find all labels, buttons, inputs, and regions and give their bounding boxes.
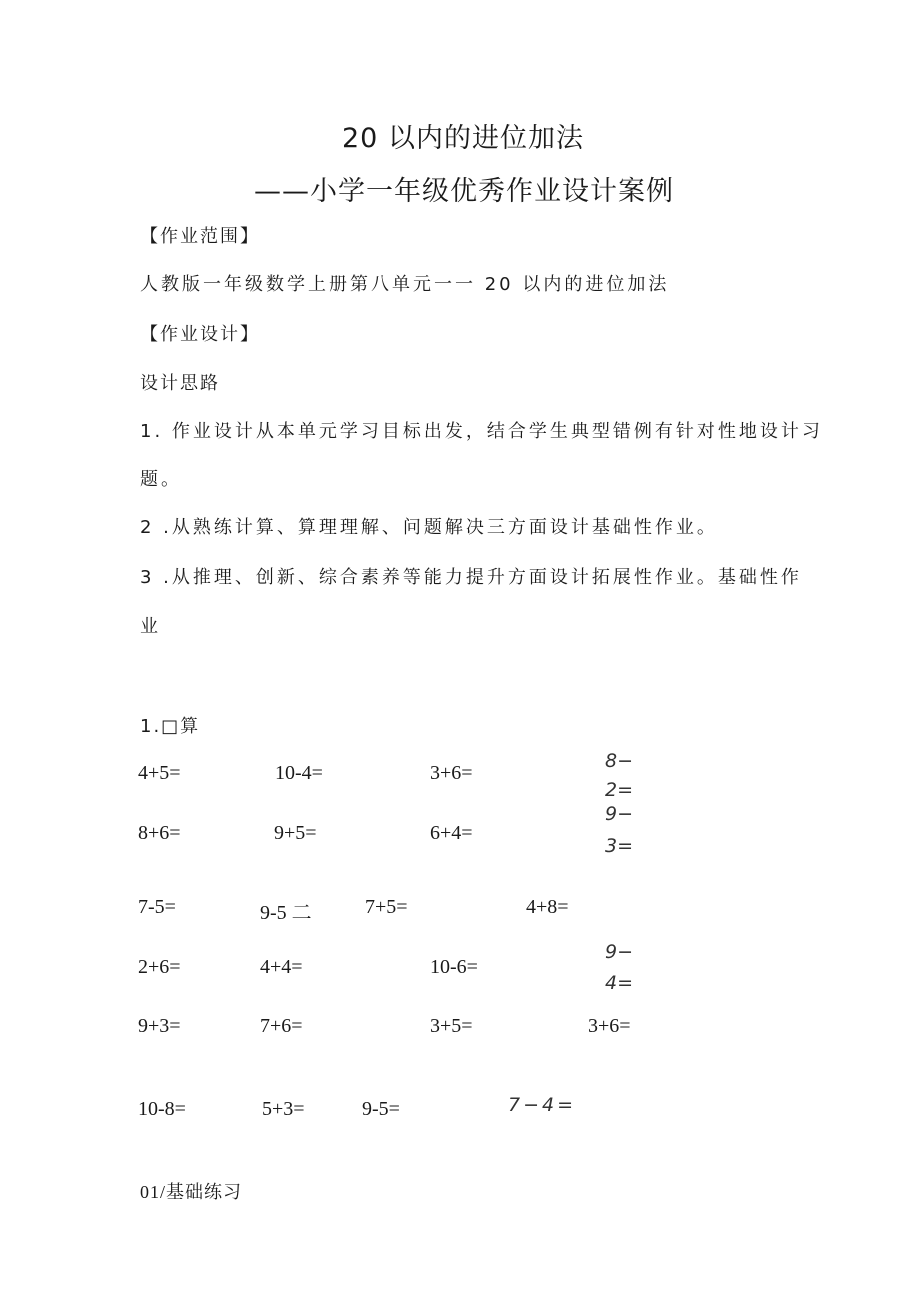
exercise-italic-top: 9− xyxy=(605,941,634,963)
exercise: 8+6= xyxy=(138,822,181,844)
exercise: 7+5= xyxy=(365,896,408,918)
exercise: 9-5 二 xyxy=(260,902,312,924)
point-1-line-2: 题。 xyxy=(140,469,182,490)
point-3-line-1: 3 .从推理、创新、综合素养等能力提升方面设计拓展性作业。基础性作 xyxy=(140,567,802,588)
exercise: 3+5= xyxy=(430,1015,473,1037)
exercise: 7-5= xyxy=(138,896,176,918)
exercise-italic-top: 9− xyxy=(605,803,634,825)
exercise: 9-5= xyxy=(362,1098,400,1120)
exercise: 10-8= xyxy=(138,1098,186,1120)
exercise-italic: 7−4= xyxy=(508,1094,577,1116)
point-2: 2 .从熟练计算、算理理解、问题解决三方面设计基础性作业。 xyxy=(140,517,718,538)
exercise: 10-6= xyxy=(430,956,478,978)
exercise-italic-bottom: 3= xyxy=(605,835,634,857)
footer-label: 01/基础练习 xyxy=(140,1182,243,1202)
point-1-line-1: 1. 作业设计从本单元学习目标出发，结合学生典型错例有针对性地设计习 xyxy=(140,421,823,442)
exercise: 4+4= xyxy=(260,956,303,978)
exercise: 9+5= xyxy=(274,822,317,844)
exercise: 10-4= xyxy=(275,762,323,784)
doc-title: 20 以内的进位加法 xyxy=(342,123,584,154)
point-3-line-2: 业 xyxy=(140,616,161,637)
exercise: 3+6= xyxy=(430,762,473,784)
exercise: 2+6= xyxy=(138,956,181,978)
exercise: 4+5= xyxy=(138,762,181,784)
exercise: 7+6= xyxy=(260,1015,303,1037)
exercise: 6+4= xyxy=(430,822,473,844)
exercise-italic-bottom: 2= xyxy=(605,781,634,800)
doc-subtitle: ——小学一年级优秀作业设计案例 xyxy=(254,176,674,207)
exercise-italic-top: 8− xyxy=(605,750,634,772)
exercise: 3+6= xyxy=(588,1015,631,1037)
scope-text: 人教版一年级数学上册第八单元一一 20 以内的进位加法 xyxy=(140,274,670,295)
exercise-italic-bottom: 4= xyxy=(605,972,634,994)
exercise: 4+8= xyxy=(526,896,569,918)
scope-heading: 【作业范围】 xyxy=(140,226,260,247)
exercise: 9+3= xyxy=(138,1015,181,1037)
exercise: 5+3= xyxy=(262,1098,305,1120)
design-idea-label: 设计思路 xyxy=(140,373,220,394)
section-1-title: 1.□算 xyxy=(140,716,201,737)
design-heading: 【作业设计】 xyxy=(140,324,260,345)
